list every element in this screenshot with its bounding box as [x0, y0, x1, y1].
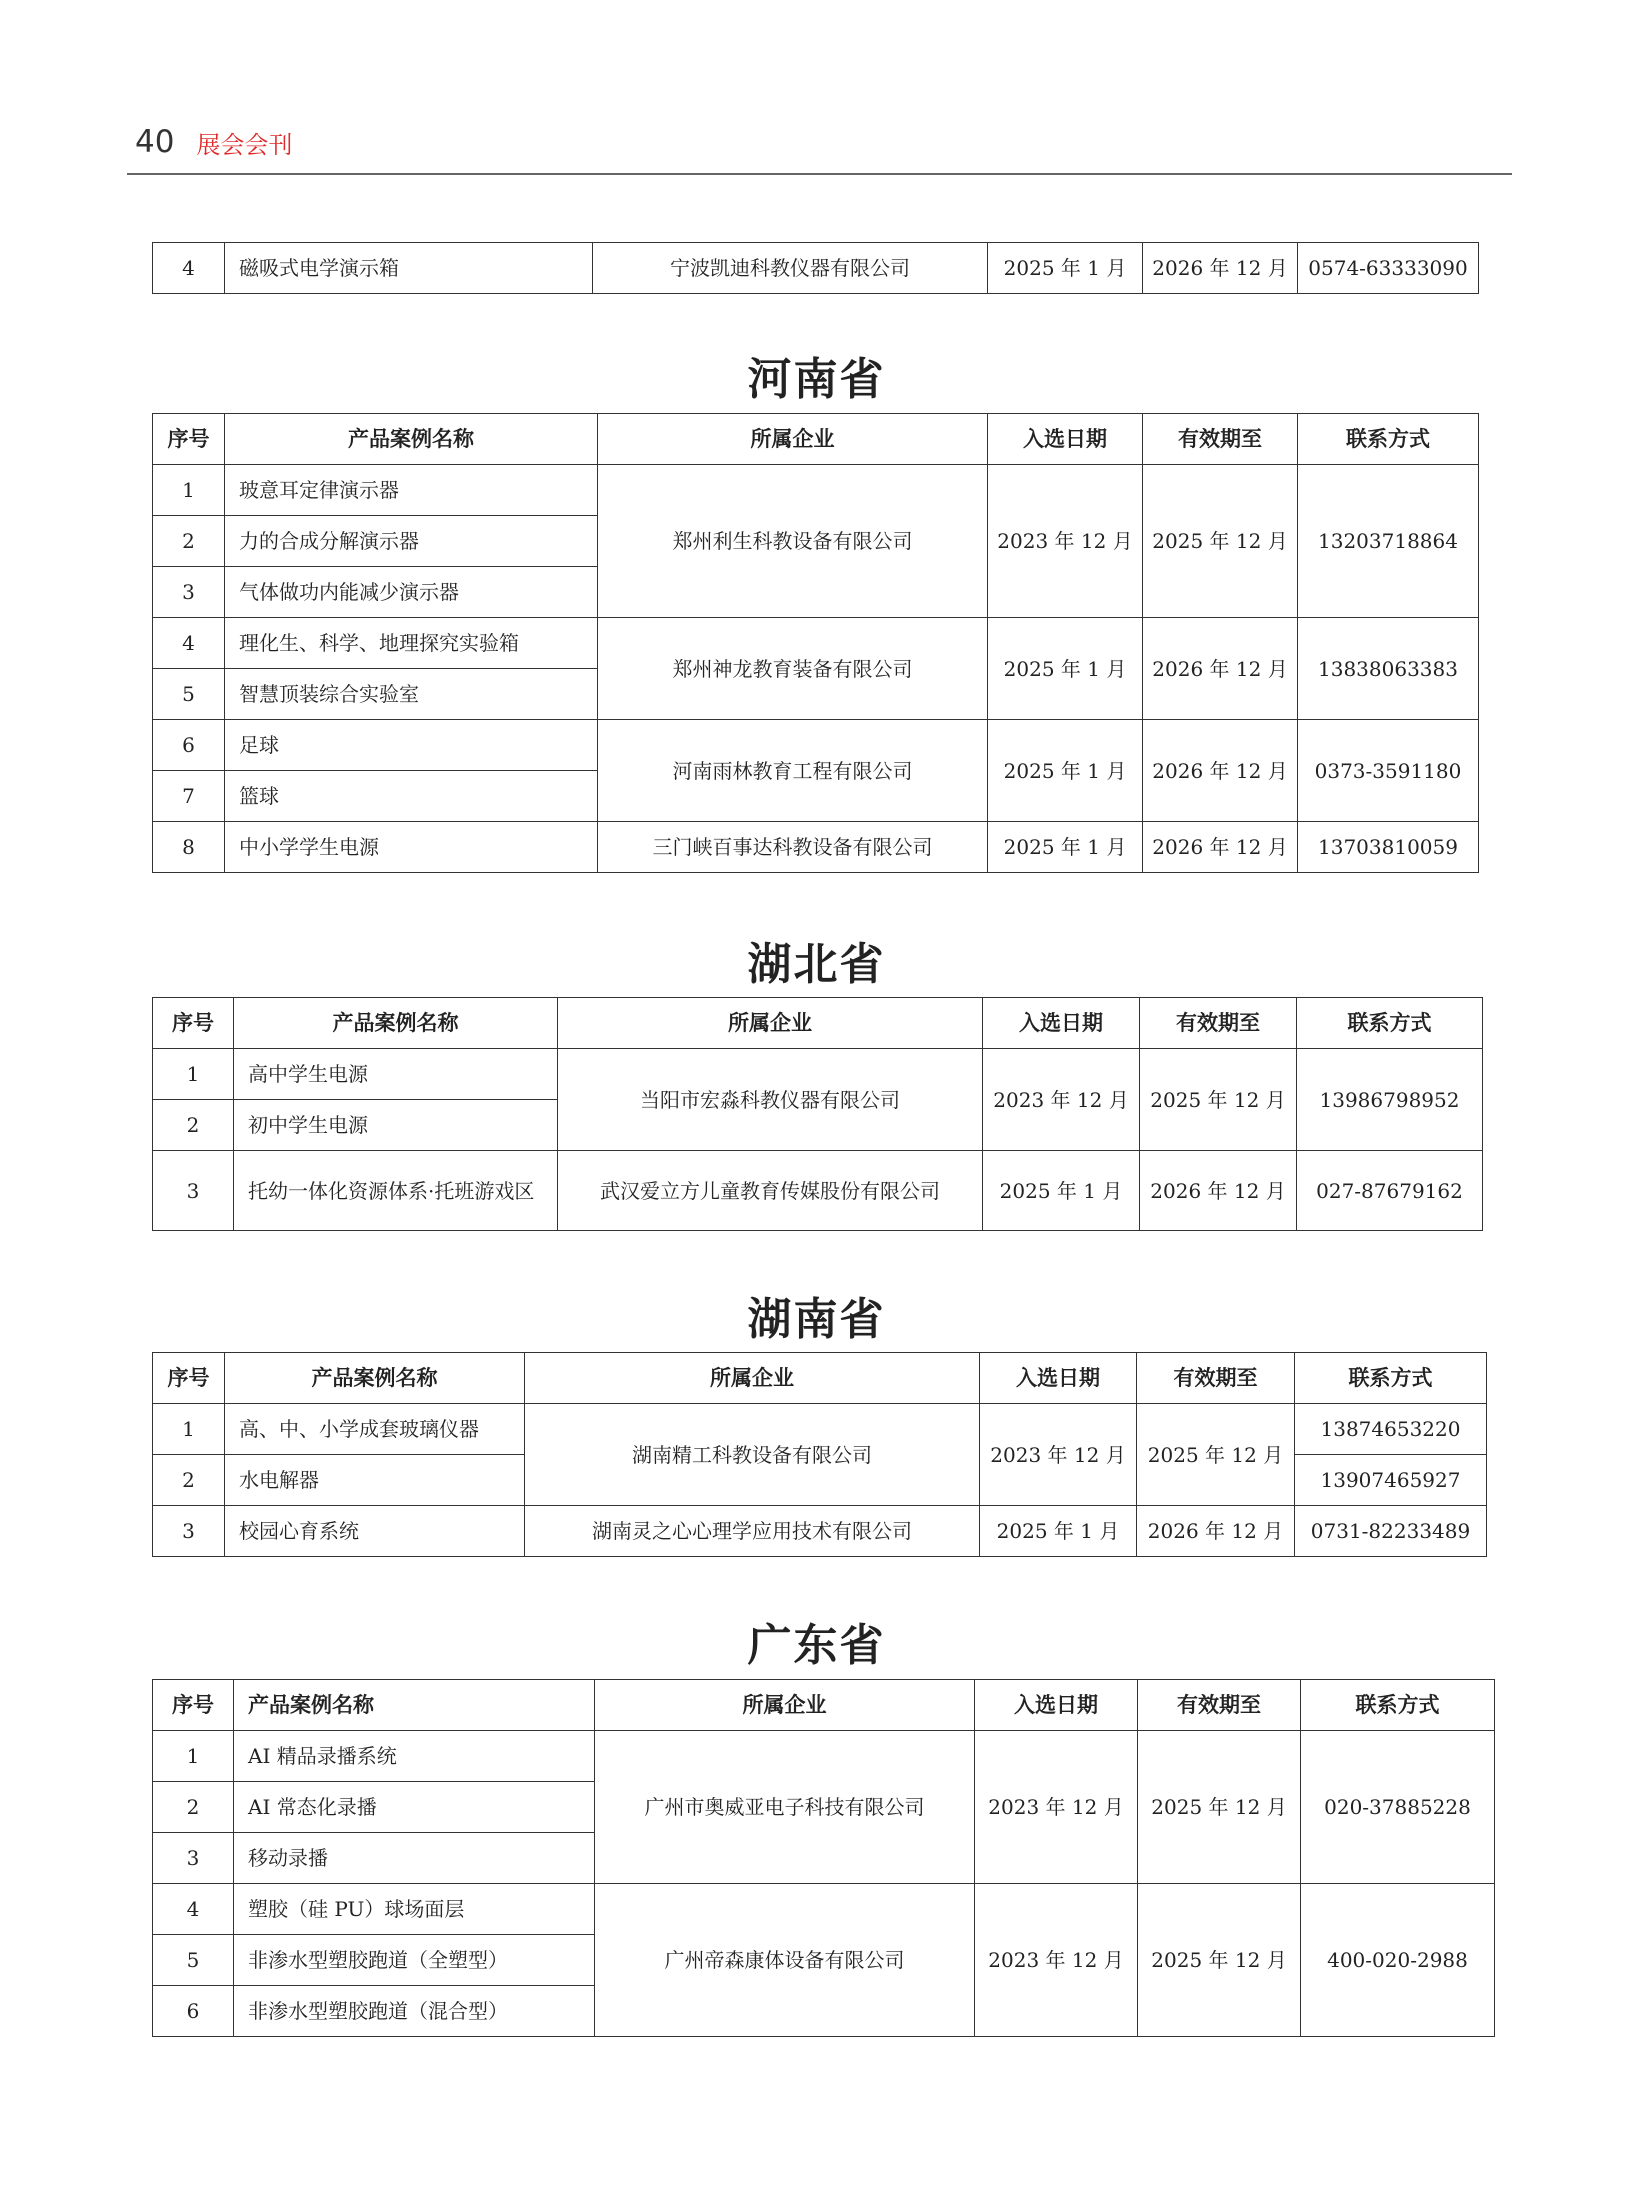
hubei-table [152, 997, 1483, 1231]
cell-valid: 2026 年 12 月 [1143, 618, 1298, 720]
cell-company: 广州帝森康体设备有限公司 [595, 1884, 975, 2037]
table-row [153, 1506, 1487, 1557]
header-valid: 有效期至 [1137, 1353, 1295, 1404]
cell-valid: 2026 年 12 月 [1143, 720, 1298, 822]
header-product: 产品案例名称 [225, 1353, 525, 1404]
cell-valid: 2026 年 12 月 [1143, 822, 1298, 873]
cell-product: 力的合成分解演示器 [225, 516, 598, 567]
cell-company: 武汉爱立方儿童教育传媒股份有限公司 [558, 1151, 983, 1231]
table-row [153, 243, 1479, 294]
cell-product: 篮球 [225, 771, 598, 822]
table-row [153, 822, 1479, 873]
cell-product: 足球 [225, 720, 598, 771]
cell-product: 非渗水型塑胶跑道（混合型） [234, 1986, 595, 2037]
guangdong-table [152, 1679, 1495, 2037]
province-title-guangdong: 广东省 [747, 1620, 886, 1671]
cell-product: AI 常态化录播 [234, 1782, 595, 1833]
province-title-henan: 河南省 [747, 354, 886, 405]
header-date: 入选日期 [980, 1353, 1137, 1404]
cell-product: 水电解器 [225, 1455, 525, 1506]
cell-contact: 400-020-2988 [1301, 1884, 1495, 2037]
page-number: 40 [135, 124, 175, 160]
cell-product: 塑胶（硅 PU）球场面层 [234, 1884, 595, 1935]
cell-date: 2023 年 12 月 [975, 1884, 1138, 2037]
header-contact: 联系方式 [1301, 1680, 1495, 1731]
cell-contact: 13838063383 [1298, 618, 1479, 720]
header-valid: 有效期至 [1138, 1680, 1301, 1731]
cell-company: 郑州利生科教设备有限公司 [598, 465, 988, 618]
header-no: 序号 [153, 414, 225, 465]
header-valid: 有效期至 [1140, 998, 1297, 1049]
header-date: 入选日期 [975, 1680, 1138, 1731]
header-contact: 联系方式 [1295, 1353, 1487, 1404]
cell-date: 2023 年 12 月 [983, 1049, 1140, 1151]
cell-company: 三门峡百事达科教设备有限公司 [598, 822, 988, 873]
header-company: 所属企业 [595, 1680, 975, 1731]
cell-date: 2025 年 1 月 [988, 720, 1143, 822]
cell-no: 1 [153, 1049, 234, 1100]
cell-product: 玻意耳定律演示器 [225, 465, 598, 516]
cell-product: 高、中、小学成套玻璃仪器 [225, 1404, 525, 1455]
table-row [153, 720, 1479, 771]
cell-valid: 2026 年 12 月 [1140, 1151, 1297, 1231]
cell-company: 河南雨林教育工程有限公司 [598, 720, 988, 822]
cell-contact: 0373-3591180 [1298, 720, 1479, 822]
cell-company: 湖南灵之心心理学应用技术有限公司 [525, 1506, 980, 1557]
header-no: 序号 [153, 1353, 225, 1404]
cell-no: 2 [153, 1782, 234, 1833]
cell-date: 2023 年 12 月 [988, 465, 1143, 618]
header-company: 所属企业 [558, 998, 983, 1049]
cell-valid: 2025 年 12 月 [1140, 1049, 1297, 1151]
cell-no: 7 [153, 771, 225, 822]
magazine-title: 展会会刊 [196, 130, 293, 159]
cell-no: 1 [153, 1404, 225, 1455]
cell-no: 8 [153, 822, 225, 873]
header-date: 入选日期 [988, 414, 1143, 465]
cell-date: 2023 年 12 月 [980, 1404, 1137, 1506]
cell-valid: 2025 年 12 月 [1138, 1884, 1301, 2037]
cell-valid: 2026 年 12 月 [1137, 1506, 1295, 1557]
cell-date: 2025 年 1 月 [988, 618, 1143, 720]
cell-product: 初中学生电源 [234, 1100, 558, 1151]
cell-valid: 2025 年 12 月 [1137, 1404, 1295, 1506]
province-title-hubei: 湖北省 [747, 939, 886, 990]
cell-no: 4 [153, 618, 225, 669]
cell-contact: 020-37885228 [1301, 1731, 1495, 1884]
table-row [153, 1049, 1483, 1100]
cell-product: 中小学学生电源 [225, 822, 598, 873]
cell-product: 非渗水型塑胶跑道（全塑型） [234, 1935, 595, 1986]
cell-valid: 2025 年 12 月 [1138, 1731, 1301, 1884]
cell-no: 1 [153, 1731, 234, 1782]
header-no: 序号 [153, 998, 234, 1049]
cell-company: 广州市奥威亚电子科技有限公司 [595, 1731, 975, 1884]
cell-date: 2025 年 1 月 [988, 822, 1143, 873]
cell-product: 磁吸式电学演示箱 [225, 243, 593, 294]
header-product: 产品案例名称 [234, 1680, 595, 1731]
cell-contact: 13874653220 [1295, 1404, 1487, 1455]
cell-no: 6 [153, 1986, 234, 2037]
cell-product: AI 精品录播系统 [234, 1731, 595, 1782]
cell-contact: 13907465927 [1295, 1455, 1487, 1506]
cell-date: 2023 年 12 月 [975, 1731, 1138, 1884]
header-valid: 有效期至 [1143, 414, 1298, 465]
cell-product: 移动录播 [234, 1833, 595, 1884]
cell-no: 4 [153, 1884, 234, 1935]
header-contact: 联系方式 [1298, 414, 1479, 465]
cell-no: 3 [153, 567, 225, 618]
table-header-row [153, 998, 1483, 1049]
header-contact: 联系方式 [1297, 998, 1483, 1049]
cell-valid: 2026 年 12 月 [1143, 243, 1298, 294]
cell-no: 3 [153, 1151, 234, 1231]
cell-no: 5 [153, 1935, 234, 1986]
cell-company: 郑州神龙教育装备有限公司 [598, 618, 988, 720]
header-date: 入选日期 [983, 998, 1140, 1049]
cell-no: 1 [153, 465, 225, 516]
table-row [153, 1151, 1483, 1231]
header-company: 所属企业 [598, 414, 988, 465]
table-header-row [153, 1353, 1487, 1404]
cell-no: 2 [153, 1100, 234, 1151]
cell-no: 3 [153, 1506, 225, 1557]
cell-product: 托幼一体化资源体系·托班游戏区 [234, 1151, 558, 1231]
table-row [153, 1884, 1495, 1935]
continuation-table [152, 242, 1479, 294]
cell-product: 高中学生电源 [234, 1049, 558, 1100]
cell-product: 校园心育系统 [225, 1506, 525, 1557]
henan-table [152, 413, 1479, 873]
table-header-row [153, 414, 1479, 465]
hunan-table [152, 1352, 1487, 1557]
cell-date: 2025 年 1 月 [983, 1151, 1140, 1231]
header-product: 产品案例名称 [234, 998, 558, 1049]
cell-contact: 13986798952 [1297, 1049, 1483, 1151]
cell-company: 湖南精工科教设备有限公司 [525, 1404, 980, 1506]
cell-no: 5 [153, 669, 225, 720]
cell-valid: 2025 年 12 月 [1143, 465, 1298, 618]
cell-contact: 13703810059 [1298, 822, 1479, 873]
cell-no: 4 [153, 243, 225, 294]
table-row [153, 618, 1479, 669]
cell-contact: 13203718864 [1298, 465, 1479, 618]
header-divider [127, 173, 1512, 175]
table-row [153, 1404, 1487, 1455]
cell-contact: 0731-82233489 [1295, 1506, 1487, 1557]
province-title-hunan: 湖南省 [747, 1294, 886, 1345]
cell-product: 气体做功内能减少演示器 [225, 567, 598, 618]
header-no: 序号 [153, 1680, 234, 1731]
table-row [153, 1731, 1495, 1782]
cell-date: 2025 年 1 月 [980, 1506, 1137, 1557]
table-row [153, 465, 1479, 516]
cell-no: 2 [153, 516, 225, 567]
table-header-row [153, 1680, 1495, 1731]
cell-date: 2025 年 1 月 [988, 243, 1143, 294]
cell-no: 2 [153, 1455, 225, 1506]
cell-company: 宁波凯迪科教仪器有限公司 [593, 243, 988, 294]
cell-contact: 0574-63333090 [1298, 243, 1479, 294]
cell-product: 理化生、科学、地理探究实验箱 [225, 618, 598, 669]
cell-contact: 027-87679162 [1297, 1151, 1483, 1231]
cell-product: 智慧顶装综合实验室 [225, 669, 598, 720]
header-company: 所属企业 [525, 1353, 980, 1404]
header-product: 产品案例名称 [225, 414, 598, 465]
cell-no: 6 [153, 720, 225, 771]
page-header [135, 122, 292, 162]
cell-no: 3 [153, 1833, 234, 1884]
cell-company: 当阳市宏淼科教仪器有限公司 [558, 1049, 983, 1151]
